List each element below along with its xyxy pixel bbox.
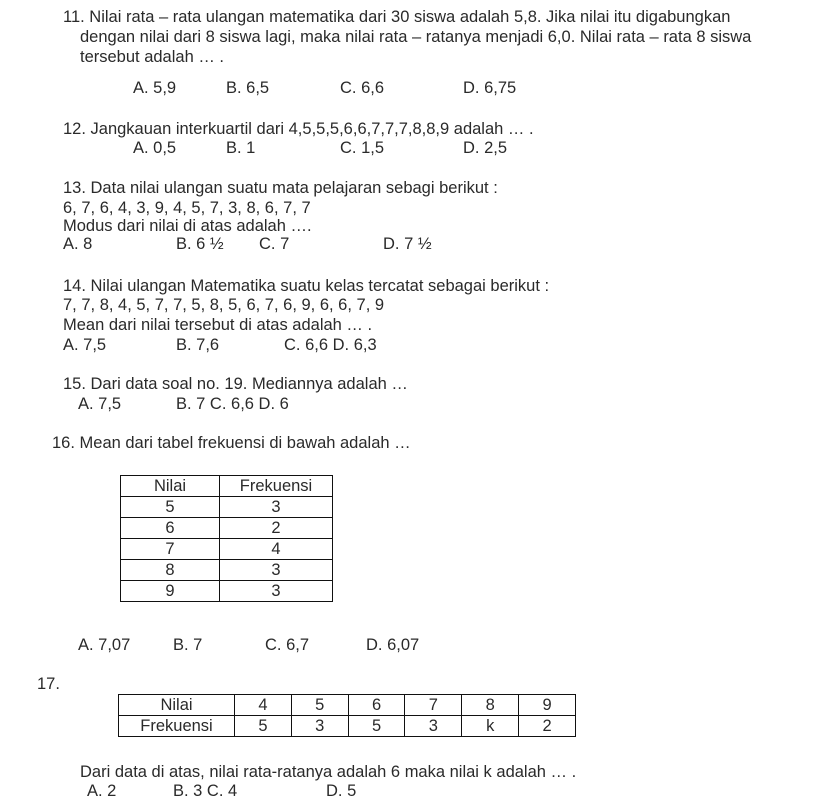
header-frekuensi: Frekuensi <box>220 476 333 497</box>
cell-value: 6 <box>348 695 405 716</box>
q13-option-a: A. 8 <box>63 235 93 253</box>
q14-option-a: A. 7,5 <box>63 336 107 354</box>
cell-value: 3 <box>405 716 462 737</box>
q12-option-c: C. 1,5 <box>340 139 385 157</box>
q16-frequency-table <box>120 475 333 602</box>
table-row <box>121 497 333 518</box>
q14-line-3: Mean dari nilai tersebut di atas adalah … . <box>63 316 373 334</box>
q16-text: 16. Mean dari tabel frekuensi di bawah adalah … <box>52 434 411 452</box>
q17-option-bc: B. 3 C. 4 <box>173 782 238 800</box>
cell-frekuensi: 3 <box>220 497 333 518</box>
table-row <box>121 539 333 560</box>
cell-nilai: 8 <box>121 560 220 581</box>
q16-option-c: C. 6,7 <box>265 636 310 654</box>
q16-option-b: B. 7 <box>173 636 203 654</box>
q15-option-bcd: B. 7 C. 6,6 D. 6 <box>176 395 289 413</box>
cell-value: 5 <box>291 695 348 716</box>
cell-nilai: 6 <box>121 518 220 539</box>
cell-nilai: 5 <box>121 497 220 518</box>
cell-nilai: 9 <box>121 581 220 602</box>
q13-option-d: D. 7 ½ <box>383 235 432 253</box>
q12-option-d: D. 2,5 <box>463 139 508 157</box>
cell-frekuensi: 3 <box>220 560 333 581</box>
q13-line-3: Modus dari nilai di atas adalah …. <box>63 217 312 235</box>
cell-value: 5 <box>235 716 292 737</box>
q15-option-a: A. 7,5 <box>78 395 122 413</box>
q11-option-d: D. 6,75 <box>463 79 517 97</box>
cell-value: 8 <box>462 695 519 716</box>
table-row <box>119 716 576 737</box>
q11-line-1: 11. Nilai rata – rata ulangan matematika dari 30 siswa adalah 5,8. Jika nilai itu digabungkan <box>63 8 731 26</box>
q11-line-3: tersebut adalah … . <box>80 48 225 66</box>
cell-label-nilai: Nilai <box>119 695 235 716</box>
q11-option-c: C. 6,6 <box>340 79 385 97</box>
q14-line-1: 14. Nilai ulangan Matematika suatu kelas tercatat sebagai berikut : <box>63 277 550 295</box>
q13-option-b: B. 6 ½ <box>176 235 224 253</box>
table-row <box>121 560 333 581</box>
cell-frekuensi: 4 <box>220 539 333 560</box>
q11-option-a: A. 5,9 <box>133 79 177 97</box>
cell-value: 3 <box>291 716 348 737</box>
q14-option-b: B. 7,6 <box>176 336 220 354</box>
table-header-row <box>121 476 333 497</box>
q17-number: 17. <box>37 675 60 693</box>
q15-text: 15. Dari data soal no. 19. Mediannya adalah … <box>63 375 408 393</box>
q12-option-b: B. 1 <box>226 139 256 157</box>
table-row <box>121 581 333 602</box>
q14-option-cd: C. 6,6 D. 6,3 <box>284 336 377 354</box>
q12-option-a: A. 0,5 <box>133 139 177 157</box>
q17-option-d: D. 5 <box>326 782 357 800</box>
q13-line-1: 13. Data nilai ulangan suatu mata pelajaran sebagi berikut : <box>63 179 498 197</box>
q13-line-2: 6, 7, 6, 4, 3, 9, 4, 5, 7, 3, 8, 6, 7, 7 <box>63 199 311 217</box>
cell-value: 4 <box>235 695 292 716</box>
q11-option-b: B. 6,5 <box>226 79 270 97</box>
cell-label-frekuensi: Frekuensi <box>119 716 235 737</box>
cell-value: 7 <box>405 695 462 716</box>
q17-text: Dari data di atas, nilai rata-ratanya adalah 6 maka nilai k adalah … . <box>80 763 577 781</box>
cell-value: 5 <box>348 716 405 737</box>
q16-option-d: D. 6,07 <box>366 636 420 654</box>
q14-line-2: 7, 7, 8, 4, 5, 7, 7, 5, 8, 5, 6, 7, 6, 9, 6, 6, 7, 9 <box>63 296 385 314</box>
q16-option-a: A. 7,07 <box>78 636 131 654</box>
q13-option-c: C. 7 <box>259 235 290 253</box>
cell-value: 9 <box>519 695 576 716</box>
cell-nilai: 7 <box>121 539 220 560</box>
table-row <box>121 518 333 539</box>
q11-line-2: dengan nilai dari 8 siswa lagi, maka nilai rata – ratanya menjadi 6,0. Nilai rata – rata 8 siswa <box>80 28 752 46</box>
cell-value: 2 <box>519 716 576 737</box>
cell-value: k <box>462 716 519 737</box>
q17-frequency-table <box>118 694 576 737</box>
cell-frekuensi: 2 <box>220 518 333 539</box>
q12-text: 12. Jangkauan interkuartil dari 4,5,5,5,6,6,7,7,7,8,8,9 adalah … . <box>63 120 534 138</box>
table-row <box>119 695 576 716</box>
header-nilai: Nilai <box>121 476 220 497</box>
q17-option-a: A. 2 <box>87 782 117 800</box>
cell-frekuensi: 3 <box>220 581 333 602</box>
